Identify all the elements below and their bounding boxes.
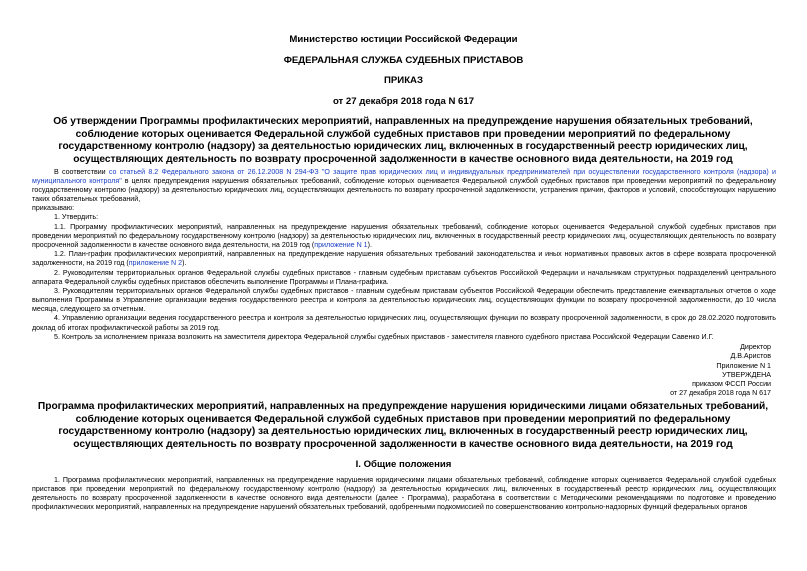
- appendix-label: Приложение N 1: [716, 361, 771, 370]
- paragraph-text: 1.1. Программу профилактических мероприятий, направленных на предупреждение нарушения обязательных требований, соблюдение которых оценивается Федеральной службой судебных приставов при проведении мероприятий по федеральному государственному контролю (надзору) за деятельностью юридических лиц, включенных в государственный реестр юридических лиц, осуществляющих деятельность по возврату просроченной задолженности в качестве основного вида деятельности, на 2019 год (: [32, 222, 776, 249]
- law-article-link[interactable]: со статьей 8.2 Федерального закона от 26.12.2008 N 294-ФЗ "О защите прав юридических лиц и индивидуальных предпринимателей при осуществлении государственного контроля (надзора) и муниципального контроля": [32, 168, 776, 186]
- preamble-block: [32, 168, 776, 268]
- paragraph-text: ).: [182, 258, 187, 267]
- paragraph-order-word: приказываю:: [32, 204, 75, 213]
- ministry-heading: Министерство юстиции Российской Федерации: [289, 34, 518, 45]
- paragraph-2: 2. Руководителям территориальных органов Федеральной службы судебных приставов - главным судебным приставам субъектов Российской Федерации и начальникам структурных подразделений центрального аппарата Федеральной службы судебных приставов обеспечить выполнение Программы и Плана-графика.: [32, 269, 776, 287]
- paragraph-4: 4. Управлению организации ведения государственного реестра и контроля за деятельностью юридических лиц, осуществляющих функции по возврату просроченной задолженности, в срок до 28.02.2020 подготовить доклад об итогах профилактической работы за 2019 год.: [32, 314, 776, 332]
- paragraph-text: в целях предупреждения нарушения обязательных требований, соблюдение которых оценивается Федеральной службой судебных приставов при проведении мероприятий по федеральному государственному контролю (надзору) за деятельностью юридических лиц, осуществляющих деятельность по возврату просроченной задолженности, устранения причин, факторов и условий, способствующих нарушению таких обязательных требований,: [32, 177, 776, 204]
- signer-position: Директор: [740, 343, 771, 351]
- paragraph-approve: 1. Утвердить:: [54, 213, 99, 222]
- paragraph-text: В соответствии: [54, 168, 109, 176]
- appendix-1-link[interactable]: приложение N 1: [314, 240, 368, 249]
- paragraph-basis: [32, 168, 776, 204]
- paragraph-text: ).: [367, 240, 372, 249]
- program-title: Программа профилактических мероприятий, направленных на предупреждение нарушения юридическими лицами обязательных требований, соблюдение которых оценивается Федеральной службой судебных приставов при проведении мероприятий по федеральному государственному контролю (надзору) за деятельностью юридических лиц, включенных в государственный реестр юридических лиц, осуществляющих деятельность по возврату просроченной задолженности в качестве основного вида деятельности, на 2019 год: [37, 401, 769, 450]
- order-title: Об утверждении Программы профилактических мероприятий, направленных на предупреждение нарушения обязательных требований, соблюдение которых оценивается Федеральной службой судебных приставов при проведении мероприятий по федеральному государственному контролю (надзору) за деятельностью юридических лиц, включенных в государственный реестр юридических лиц, осуществляющих деятельность по возврату просроченной задолженности в качестве основного вида деятельности, на 2019 год: [53, 116, 753, 165]
- paragraph-1-1: [32, 223, 776, 250]
- service-heading: ФЕДЕРАЛЬНАЯ СЛУЖБА СУДЕБНЫХ ПРИСТАВОВ: [283, 55, 524, 66]
- section-paragraph-1: 1. Программа профилактических мероприятий, направленных на предупреждение нарушения юридическими лицами обязательных требований, соблюдение которых оценивается Федеральной службой судебных приставов при проведении мероприятий по федеральному государственному контролю (надзору) за деятельностью юридических лиц, включенных в государственный реестр юридических лиц, осуществляющих деятельность по возврату просроченной задолженности в качестве основного вида деятельности (далее - Программа), разработана в соответствии с Методическими рекомендациями по подготовке и проведению профилактических мероприятий, направленных на предупреждение нарушений обязательных требований, одобренными подкомиссией по совершенствованию контрольно-надзорных функций федеральных органов: [32, 476, 776, 512]
- appendix-2-link[interactable]: приложение N 2: [128, 258, 183, 267]
- section-title: I. Общие положения: [355, 459, 452, 470]
- appendix-order: приказом ФССП России: [692, 380, 771, 389]
- paragraph-3: 3. Руководителям территориальных органов Федеральной службы судебных приставов - главным судебным приставам субъектов Российской Федерации обеспечить представление ежеквартальных отчетов о ходе выполнения Программы в Управление организации ведения государственного реестра и контроля за деятельностью юридических лиц, осуществляющих функции по возврату просроченной задолженности, до 10 числа месяца, следующего за отчетным.: [32, 287, 776, 314]
- paragraph-1-2: [32, 250, 776, 268]
- paragraph-text: 1.2. План-график профилактических мероприятий, направленных на предупреждение нарушения обязательных требований законодательства и иных нормативных правовых актов в сфере возврата просроченной задолженности, на 2019 год (: [32, 249, 776, 267]
- doc-date-number: от 27 декабря 2018 года N 617: [332, 96, 475, 107]
- signer-name: Д.В.Аристов: [730, 352, 771, 361]
- appendix-approved: УТВЕРЖДЕНА: [722, 370, 771, 379]
- paragraph-5: 5. Контроль за исполнением приказа возложить на заместителя директора Федеральной службы судебных приставов - заместителя главного судебного пристава Российской Федерации Савенко И.Г.: [54, 332, 714, 341]
- doc-type-heading: ПРИКАЗ: [384, 75, 423, 86]
- orders-block: [32, 269, 776, 342]
- section-body: [32, 476, 776, 512]
- signature-block: [670, 343, 771, 399]
- appendix-date: от 27 декабря 2018 года N 617: [670, 389, 771, 398]
